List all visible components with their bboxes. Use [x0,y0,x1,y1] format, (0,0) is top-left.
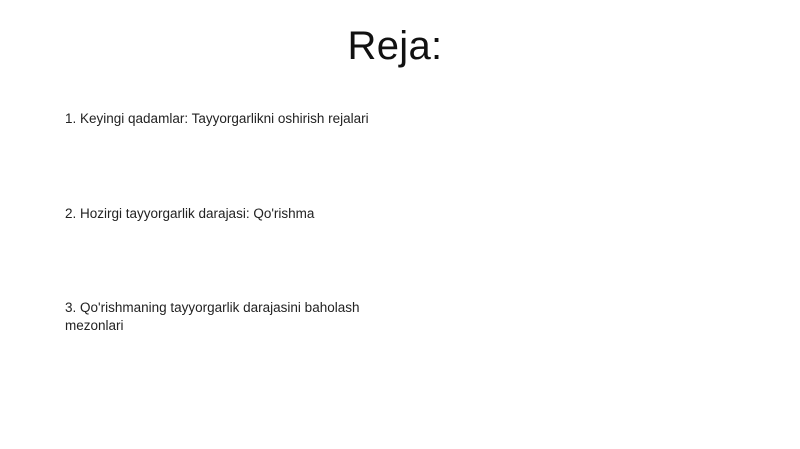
plan-item-3: 3. Qo'rishmaning tayyorgarlik darajasini baholash mezonlari [65,300,360,333]
plan-item-2: 2. Hozirgi tayyorgarlik darajasi: Qo'rishma [65,206,315,221]
plan-item-1: 1. Keyingi qadamlar: Tayyorgarlikni oshirish rejalari [65,111,369,126]
slide-title: Reja: [347,24,443,68]
